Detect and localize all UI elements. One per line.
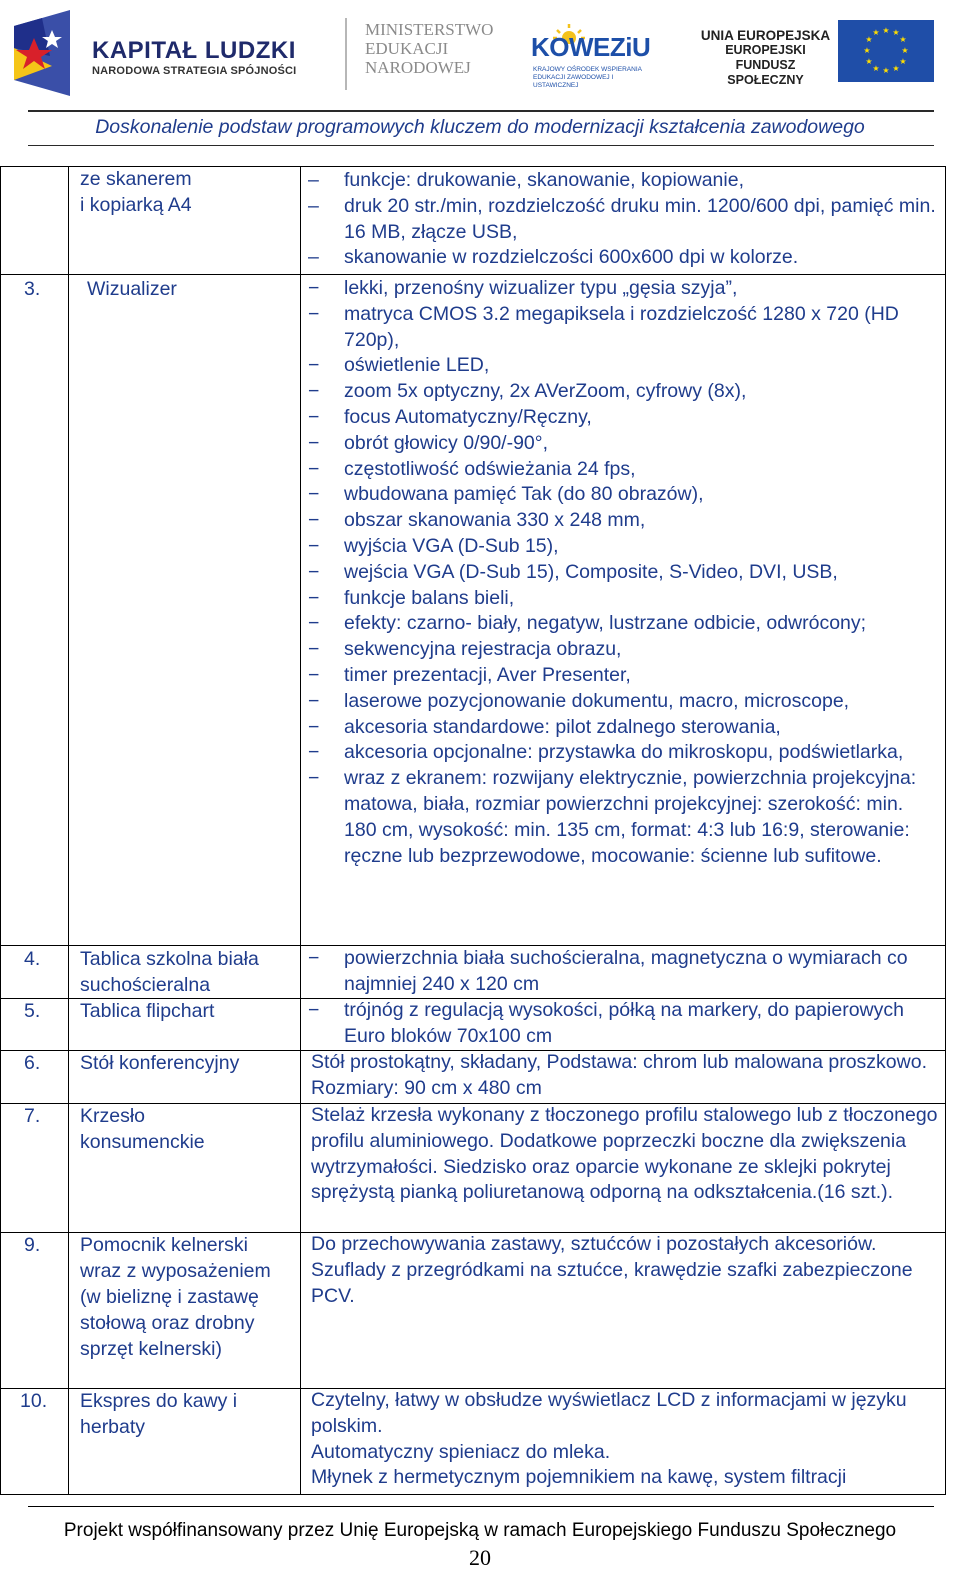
row-7-number: 7. (24, 1105, 41, 1127)
dash-bullet-icon: − (308, 354, 320, 377)
row-3-spec (308, 276, 941, 869)
svg-text:★: ★ (872, 28, 880, 37)
spec-paragraph: Do przechowywania zastawy, sztućców i pozostałych akcesoriów. (311, 1233, 877, 1255)
header-rule-bottom (28, 145, 934, 146)
row-scanner-name-line-2: i kopiarką A4 (80, 194, 192, 216)
men-emblem-bar (345, 18, 347, 90)
list-item-text: powierzchnia biała suchościeralna, magnetyczna o wymiarach co najmniej 240 x 120 cm (344, 947, 908, 995)
list-item (308, 586, 941, 612)
list-item (308, 740, 941, 766)
dash-bullet-icon: − (308, 431, 320, 454)
dash-bullet-icon: − (308, 999, 320, 1021)
dash-bullet-icon: − (308, 715, 320, 738)
list-item-text: wbudowana pamięć Tak (do 80 obrazów), (344, 483, 704, 506)
page-number: 20 (469, 1545, 491, 1570)
list-item (308, 405, 941, 431)
row-7-spec: Stelaż krzesła wykonany z tłoczonego profilu stalowego lub z tłoczonego profilu aluminiowego. Dodatkowe poprzeczki boczne dla zwiększenia wytrzymałości. Siedzisko oraz oparcie wykonane ze sklejki pokrytej sprężystą pianką poliuretanową odporną na odkształcenia.(16 szt.). (311, 1104, 938, 1204)
dash-bullet-icon: − (308, 947, 320, 969)
row-4-name: Tablica szkolna biała suchościeralna (80, 948, 259, 996)
list-item (308, 766, 941, 869)
list-item-text: skanowanie w rozdzielczości 600x600 dpi w kolorze. (344, 246, 799, 269)
list-item (308, 482, 941, 508)
header-slogan: Doskonalenie podstaw programowych kluczem do modernizacji kształcenia zawodowego (95, 116, 865, 138)
list-item (308, 663, 941, 689)
dash-bullet-icon: – (308, 246, 319, 269)
dash-bullet-icon: − (308, 483, 320, 506)
row-7-name: Krzesło konsumenckie (80, 1105, 205, 1153)
list-item (308, 168, 941, 194)
men-line-1: MINISTERSTWO (365, 20, 494, 39)
list-item (308, 998, 941, 1050)
list-item-text: częstotliwość odświeżania 24 fps, (344, 457, 636, 480)
list-item (308, 611, 941, 637)
list-item (308, 637, 941, 663)
svg-text:★: ★ (892, 64, 900, 73)
list-item-text: druk 20 str./min, rozdzielczość druku min. 1200/600 dpi, pamięć min. 16 MB, złącze USB, (344, 194, 936, 243)
row-9-spec (311, 1232, 941, 1309)
svg-text:★: ★ (899, 35, 907, 44)
row-scanner-name-line-1: ze skanerem (80, 168, 192, 190)
list-item (308, 508, 941, 534)
koweziu-word: KOWEZiU (531, 32, 651, 62)
svg-text:★: ★ (899, 57, 907, 66)
list-item (308, 379, 941, 405)
dash-bullet-icon: − (308, 457, 320, 480)
row-9-number: 9. (24, 1234, 41, 1256)
dash-bullet-icon: − (308, 302, 320, 325)
list-item (308, 276, 941, 302)
row-10-spec (311, 1388, 941, 1491)
men-logo (365, 20, 505, 77)
footer-rule (28, 1506, 934, 1507)
dash-bullet-icon: − (308, 638, 320, 661)
footer-text: Projekt współfinansowany przez Unię Europejską w ramach Europejskiego Funduszu Społecznego (63, 1520, 897, 1541)
men-line-2: EDUKACJI (365, 39, 449, 58)
dash-bullet-icon: − (308, 663, 320, 686)
kapital-ludzki-flag-icon (12, 8, 74, 98)
table-border-bottom (0, 1494, 946, 1495)
koweziu-logo (523, 22, 651, 89)
dash-bullet-icon: − (308, 405, 320, 428)
list-item-text: akcesoria opcjonalne: przystawka do mikroskopu, podświetlarka, (344, 741, 904, 764)
row-9-name: Pomocnik kelnerski wraz z wyposażeniem (w bieliznę i zastawę stołową oraz drobny sprzęt kelnerski) (80, 1234, 271, 1360)
list-item (308, 302, 941, 354)
list-item-text: akcesoria standardowe: pilot zdalnego sterowania, (344, 715, 781, 738)
list-item (308, 560, 941, 586)
svg-text:★: ★ (882, 26, 890, 35)
svg-text:★: ★ (882, 66, 890, 75)
row-5-spec (308, 998, 941, 1050)
row-5-number: 5. (24, 1000, 41, 1022)
dash-bullet-icon: – (308, 194, 319, 217)
dash-bullet-icon: − (308, 509, 320, 532)
dash-bullet-icon: − (308, 380, 320, 403)
list-item-text: wejścia VGA (D-Sub 15), Composite, S-Video, DVI, USB, (344, 560, 838, 583)
svg-text:★: ★ (901, 46, 909, 55)
list-item-text: oświetlenie LED, (344, 354, 490, 377)
kapital-ludzki-logo (92, 38, 296, 78)
dash-bullet-icon: − (308, 277, 320, 299)
spec-paragraph: Szuflady z przegródkami na sztućce, krawędzie szafki zabezpieczone PCV. (311, 1258, 913, 1307)
list-item (308, 534, 941, 560)
dash-bullet-icon: – (308, 169, 319, 191)
list-item (308, 194, 941, 246)
table-col-divider-1 (68, 166, 69, 1495)
row-10-name: Ekspres do kawy i herbaty (80, 1390, 238, 1438)
svg-text:★: ★ (865, 35, 873, 44)
eu-text-logo (698, 28, 833, 88)
row-3-name: Wizualizer (87, 278, 177, 300)
list-item-text: trójnóg z regulacją wysokości, półką na markery, do papierowych Euro bloków 70x100 cm (344, 999, 904, 1047)
list-item (308, 353, 941, 379)
list-item-text: efekty: czarno- biały, negatyw, lustrzane odbicie, odwrócony; (344, 612, 867, 635)
svg-text:★: ★ (872, 64, 880, 73)
list-item (308, 715, 941, 741)
svg-text:★: ★ (892, 28, 900, 37)
dash-bullet-icon: − (308, 586, 320, 609)
dash-bullet-icon: − (308, 741, 320, 764)
row-5-name: Tablica flipchart (80, 1000, 215, 1022)
spec-paragraph: Automatyczny spieniacz do mleka. (311, 1440, 611, 1463)
eu-line-3: FUNDUSZ SPOŁECZNY (727, 58, 804, 87)
row-6-spec: Stół prostokątny, składany, Podstawa: chrom lub malowana proszkowo. Rozmiary: 90 cm x 480 cm (311, 1051, 927, 1099)
list-item (308, 946, 941, 998)
svg-text:★: ★ (863, 46, 871, 55)
table-border-right (945, 166, 946, 1495)
eu-line-2: EUROPEJSKI (725, 43, 806, 57)
list-item-text: obszar skanowania 330 x 248 mm, (344, 509, 646, 532)
spec-paragraph: Młynek z hermetycznym pojemnikiem na kawę, system filtracji (311, 1466, 847, 1489)
equipment-table (0, 166, 946, 1495)
list-item-text: matryca CMOS 3.2 megapiksela i rozdzielczość 1280 x 720 (HD 720p), (344, 302, 899, 351)
header-rule (28, 110, 934, 112)
men-line-3: NARODOWEJ (365, 58, 471, 77)
list-item-text: wraz z ekranem: rozwijany elektrycznie, powierzchnia projekcyjna: matowa, biała, rozmiar powierzchni projekcyjnej: szerokość: min. 180 cm, wysokość: min. 135 cm, format: 4:3 lub 16:9, sterowanie: ręczne lub bezprzewodowe, mocowanie: ścienne lub sufitowe. (344, 767, 917, 867)
list-item (308, 431, 941, 457)
row-4-number: 4. (24, 948, 41, 970)
row-10-number: 10. (20, 1390, 48, 1412)
kl-subtitle: NARODOWA STRATEGIA SPÓJNOŚCI (92, 65, 297, 77)
list-item-text: funkcje: drukowanie, skanowanie, kopiowanie, (344, 169, 744, 191)
spec-paragraph: Czytelny, łatwy w obsłudze wyświetlacz LCD z informacjami w języku polskim. (311, 1389, 907, 1437)
table-border-left (0, 166, 1, 1495)
row-6-number: 6. (24, 1052, 41, 1074)
list-item-text: funkcje balans bieli, (344, 586, 515, 609)
list-item-text: zoom 5x optyczny, 2x AVerZoom, cyfrowy (8x), (344, 380, 747, 403)
list-item (308, 245, 941, 271)
list-item (308, 689, 941, 715)
kl-title: KAPITAŁ LUDZKI (92, 37, 296, 64)
koweziu-subtitle: KRAJOWY OŚRODEK WSPIERANIA EDUKACJI ZAWODOWEJ I USTAWICZNEJ (533, 66, 642, 89)
page-header (0, 0, 960, 112)
list-item-text: timer prezentacji, Aver Presenter, (344, 663, 631, 686)
list-item-text: lekki, przenośny wizualizer typu „gęsia szyja”, (344, 277, 738, 299)
row-scanner-name (80, 166, 295, 218)
row-3-number: 3. (24, 278, 41, 300)
list-item-text: sekwencyjna rejestracja obrazu, (344, 638, 622, 661)
row-6-name: Stół konferencyjny (80, 1052, 240, 1074)
svg-text:★: ★ (865, 57, 873, 66)
dash-bullet-icon: − (308, 767, 320, 790)
dash-bullet-icon: − (308, 534, 320, 557)
dash-bullet-icon: − (308, 612, 320, 635)
list-item-text: laserowe pozycjonowanie dokumentu, macro, microscope, (344, 689, 850, 712)
eu-line-1: UNIA EUROPEJSKA (700, 28, 831, 43)
dash-bullet-icon: − (308, 560, 320, 583)
row-3-border (0, 274, 946, 275)
table-col-divider-2 (300, 166, 301, 1495)
row-4-spec (308, 946, 941, 998)
list-item (308, 457, 941, 483)
dash-bullet-icon: − (308, 689, 320, 712)
list-item-text: obrót głowicy 0/90/-90°, (344, 431, 548, 454)
list-item-text: focus Automatyczny/Ręczny, (344, 405, 592, 428)
list-item-text: wyjścia VGA (D-Sub 15), (344, 534, 559, 557)
eu-flag-icon (838, 20, 934, 82)
row-scanner-spec (308, 168, 941, 271)
